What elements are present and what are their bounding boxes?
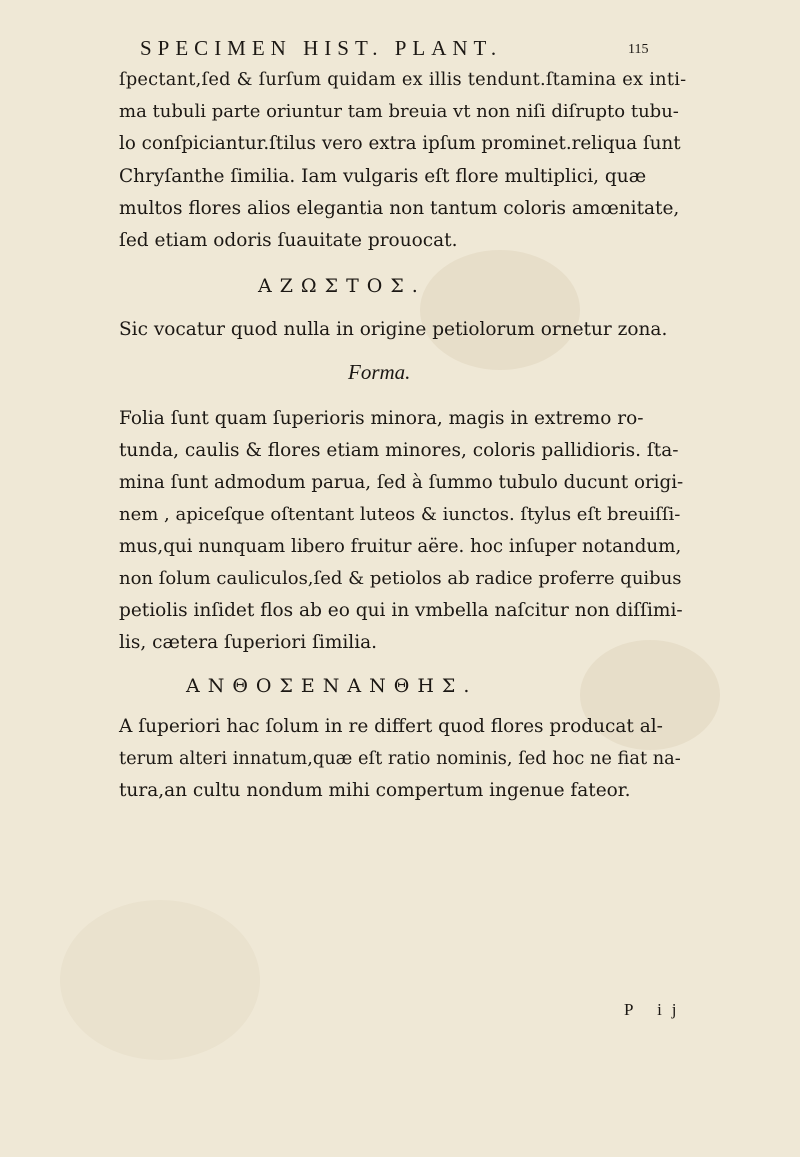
page-number: 115 <box>628 42 649 57</box>
section-heading: ANΘOΣENANΘHΣ. <box>186 675 478 697</box>
text-line: petiolis inſidet flos ab eo qui in vmbella naſcitur non diſſimi- <box>119 600 683 621</box>
section-heading: AZΩΣTOΣ. <box>258 275 426 297</box>
text-line: A ſuperiori hac ſolum in re differt quod flores producat al- <box>119 716 663 737</box>
running-title: SPECIMEN HIST. PLANT. <box>140 36 503 60</box>
text-line: Chryſanthe ſimilia. Iam vulgaris eſt flore multiplici, quæ <box>119 166 647 187</box>
text-line: ma tubuli parte oriuntur tam breuia vt non niſi diſrupto tubu- <box>119 101 679 122</box>
text-line: mina ſunt admodum parua, ſed à ſummo tubulo ducunt origi- <box>119 472 684 493</box>
text-line: lo conſpiciantur.ſtilus vero extra ipſum prominet.reliqua ſunt <box>119 133 681 154</box>
paper-stain <box>420 250 580 370</box>
text-line: lis, cætera ſuperiori ſimilia. <box>119 632 378 653</box>
text-line: Sic vocatur quod nulla in origine petiolorum ornetur zona. <box>119 319 668 340</box>
text-line: ſpectant,ſed & ſurſum quidam ex illis tendunt.ſtamina ex inti- <box>119 70 687 90</box>
text-line: tura,an cultu nondum mihi compertum ingenue fateor. <box>119 780 631 801</box>
printer-signature: P ij <box>624 1000 687 1019</box>
text-line: terum alteri innatum,quæ eſt ratio nominis, ſed hoc ne fiat na- <box>119 749 681 769</box>
text-line: Folia ſunt quam ſuperioris minora, magis in extremo ro- <box>119 408 644 429</box>
text-line: nem , apiceſque oſtentant luteos & iunctos. ſtylus eſt breuiſſi- <box>119 504 681 525</box>
text-line: ſed etiam odoris ſuauitate prouocat. <box>119 230 458 251</box>
paper-stain <box>60 900 260 1060</box>
text-line: non ſolum cauliculos,ſed & petiolos ab radice proferre quibus <box>119 568 682 589</box>
text-line: tunda, caulis & flores etiam minores, coloris pallidioris. ſta- <box>119 440 679 461</box>
running-head <box>140 36 649 66</box>
text-line: mus,qui nunquam libero fruitur aëre. hoc inſuper notandum, <box>119 536 682 557</box>
text-line: multos flores alios elegantia non tantum coloris amœnitate, <box>119 198 680 219</box>
subheading: Forma. <box>348 360 411 384</box>
